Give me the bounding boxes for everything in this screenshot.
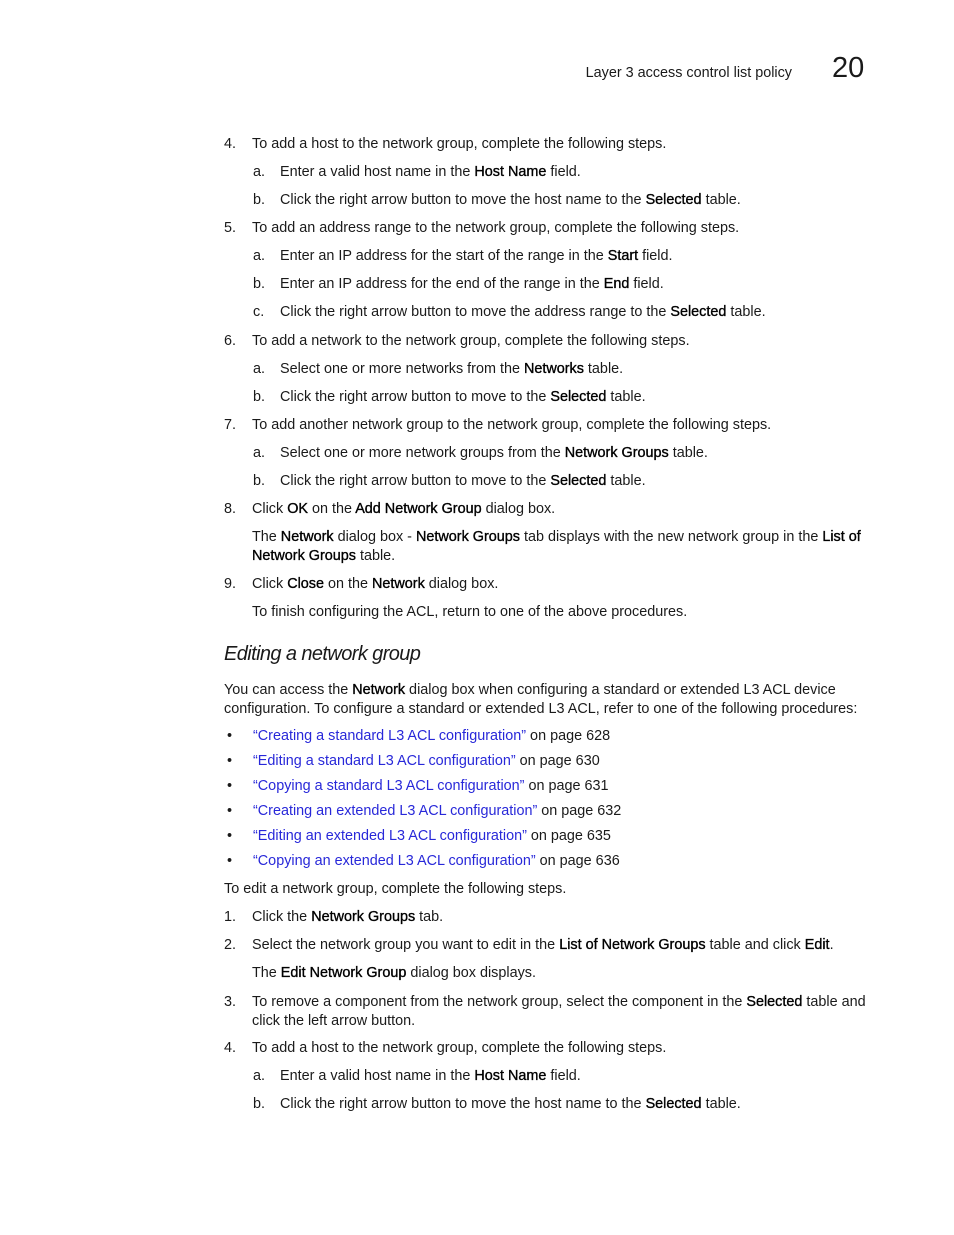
chapter-number: 20 <box>832 52 865 84</box>
substep-letter: a. <box>253 164 266 180</box>
step-number: 6. <box>224 333 237 349</box>
bullet-icon: • <box>227 728 233 744</box>
bullet-icon: • <box>227 753 233 769</box>
edit-intro: To edit a network group, complete the following steps. <box>224 881 567 897</box>
step-number: 7. <box>224 417 237 433</box>
procedure-link[interactable]: “Creating a standard L3 ACL configuration” <box>253 728 527 744</box>
running-header: Layer 3 access control list policy <box>585 65 792 81</box>
edit-step-2-result: The Edit Network Group dialog box displays. <box>252 965 536 981</box>
ui-term: Selected <box>550 473 607 489</box>
step-8-result: The Network dialog box - Network Groups tab displays with the new network group in the List of Network Groups table. <box>252 529 861 564</box>
page-reference: on page 632 <box>537 803 622 819</box>
procedure-link[interactable]: “Copying an extended L3 ACL configuration” <box>253 853 536 869</box>
ui-term: Host Name <box>474 164 547 180</box>
bullet-icon: • <box>227 803 233 819</box>
step-9-result: To finish configuring the ACL, return to one of the above procedures. <box>252 604 688 620</box>
substep-letter: a. <box>253 248 266 264</box>
bullet-icon: • <box>227 778 233 794</box>
ui-term: Selected <box>645 192 702 208</box>
ui-term: Network Groups <box>564 445 669 461</box>
ui-term: Selected <box>670 304 727 320</box>
section-intro: You can access the Network dialog box when configuring a standard or extended L3 ACL device configuration. To configure a standard or extended L3 ACL, refer to one of the following procedures: <box>224 682 858 717</box>
substep-letter: b. <box>253 389 266 405</box>
procedure-link[interactable]: “Editing a standard L3 ACL configuration” <box>253 753 516 769</box>
substep-letter: b. <box>253 276 266 292</box>
procedure-link[interactable]: “Creating an extended L3 ACL configuration” <box>253 803 538 819</box>
substep-letter: b. <box>253 192 266 208</box>
page-reference: on page 635 <box>526 828 611 844</box>
substep-letter: a. <box>253 445 266 461</box>
page-reference: on page 630 <box>515 753 600 769</box>
ui-term: Selected <box>550 389 607 405</box>
ui-term: Networks <box>523 361 584 377</box>
step-number: 4. <box>224 136 237 152</box>
step-number: 5. <box>224 220 237 236</box>
procedure-link[interactable]: “Editing an extended L3 ACL configuration” <box>253 828 527 844</box>
ui-term: Start <box>607 248 639 264</box>
substep-letter: c. <box>253 304 265 320</box>
section-heading: Editing a network group <box>224 643 421 665</box>
procedure-link[interactable]: “Copying a standard L3 ACL configuration” <box>253 778 525 794</box>
page-reference: on page 628 <box>526 728 611 744</box>
substep-letter: a. <box>253 361 266 377</box>
page-reference: on page 636 <box>535 853 620 869</box>
ui-term: End <box>603 276 630 292</box>
substep-letter: b. <box>253 473 266 489</box>
bullet-icon: • <box>227 828 233 844</box>
bullet-icon: • <box>227 853 233 869</box>
page-reference: on page 631 <box>524 778 609 794</box>
